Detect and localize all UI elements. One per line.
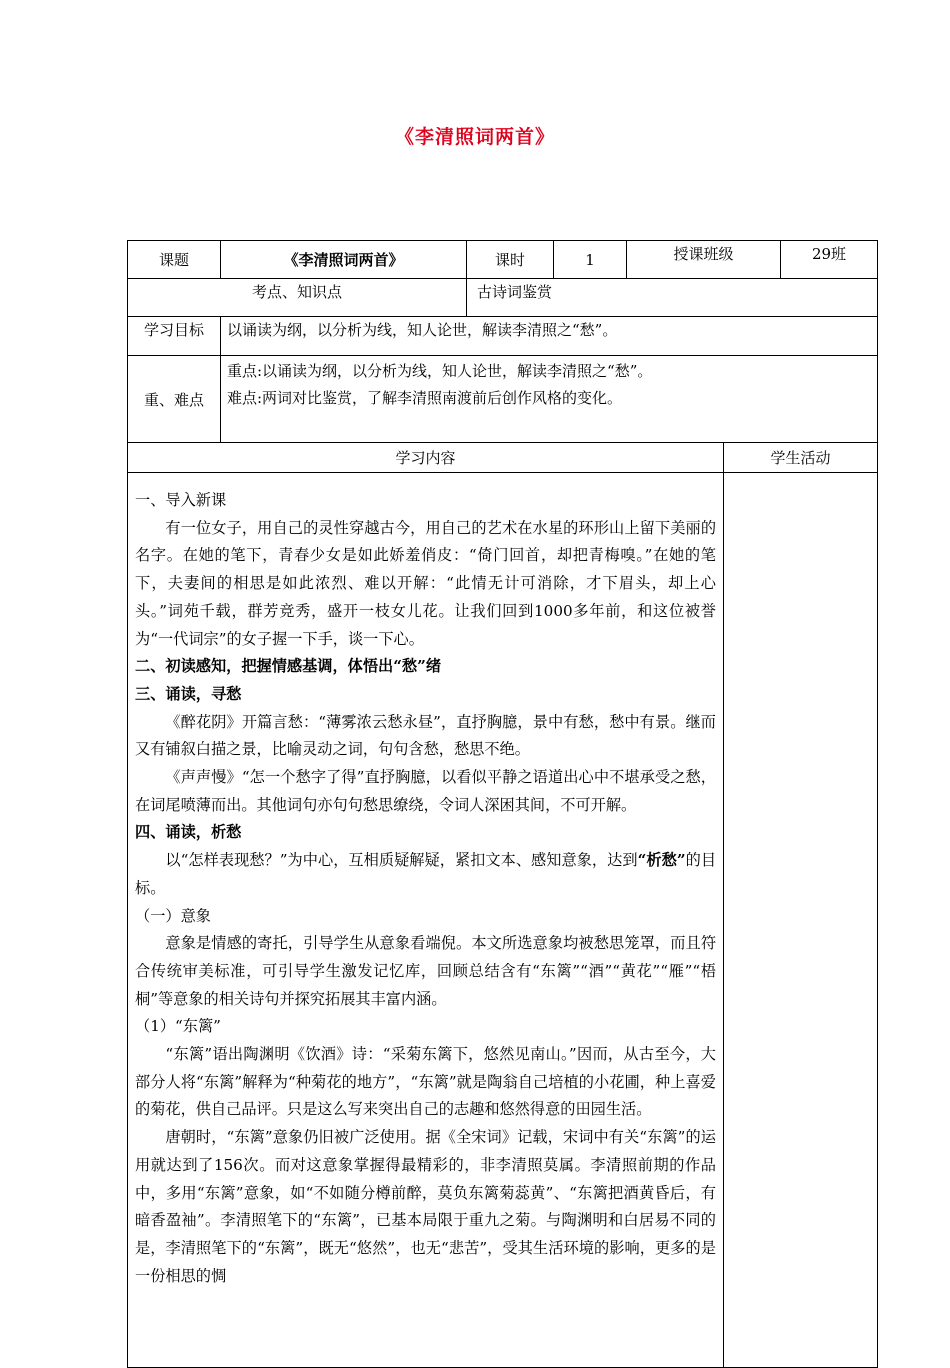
header-row-key-points <box>128 356 878 443</box>
paragraph <box>135 847 716 902</box>
subsection-heading: （1）“东篱” <box>135 1017 221 1036</box>
header-row-topic <box>128 241 878 279</box>
knowledge-value: 古诗词鉴赏 <box>467 279 878 317</box>
lesson-plan-table <box>127 240 878 1368</box>
knowledge-label: 考点、知识点 <box>128 279 467 317</box>
topic-value: 《李清照词两首》 <box>221 241 467 279</box>
key-point-line: 重点:以诵读为纲，以分析为线，知人论世，解读李清照之“愁”。 <box>227 362 653 380</box>
paragraph: 意象是情感的寄托，引导学生从意象看端倪。本文所选意象均被愁思笼罩，而且符合传统审美标准，可引导学生激发记忆库，回顾总结含有“东篱”“酒”“黄花”“雁”“梧桐”等意象的相关诗句并探究拓展其丰富内涵。 <box>135 934 716 1008</box>
paragraph: 有一位女子，用自己的灵性穿越古今，用自己的艺术在水星的环形山上留下美丽的名字。在她的笔下，青春少女是如此娇羞俏皮：“倚门回首，却把青梅嗅。”在她的笔下，夫妻间的相思是如此浓烈、难以开解：“此情无计可消除，才下眉头，却上心头。”词苑千载，群芳竞秀，盛开一枝女儿花。让我们回到1000多年前，和这位被誉为“一代词宗”的女子握一下手，谈一下心。 <box>135 518 716 648</box>
key-points-cell <box>221 356 878 443</box>
content-header-row <box>128 443 878 473</box>
paragraph: “东篱”语出陶渊明《饮酒》诗：“采菊东篱下，悠然见南山。”因而，从古至今，大部分人将“东篱”解释为“种菊花的地方”，“东篱”就是陶翁自己培植的小花圃，种上喜爱的菊花，供自己品评。只是这么写来突出自己的志趣和悠然得意的田园生活。 <box>135 1045 716 1119</box>
class-label: 授课班级 <box>627 241 781 279</box>
page-title: 《李清照词两首》 <box>394 126 555 148</box>
goal-label: 学习目标 <box>128 317 221 356</box>
paragraph: 《醉花阴》开篇言愁：“薄雾浓云愁永昼”，直抒胸臆，景中有愁，愁中有景。继而又有铺叙白描之景，比喻灵动之词，句句含愁，愁思不绝。 <box>135 712 716 759</box>
header-row-knowledge <box>128 279 878 317</box>
paragraph-text: 以“怎样表现愁？”为中心，互相质疑解疑，紧扣文本、感知意象，达到 <box>165 851 638 870</box>
student-activity-cell <box>724 473 878 1368</box>
learning-content <box>128 473 724 1368</box>
activity-label: 学生活动 <box>724 443 878 473</box>
section-heading: 二、初读感知，把握情感基调，体悟出“愁”绪 <box>135 657 442 676</box>
section-heading: 三、诵读，寻愁 <box>135 684 242 703</box>
paragraph: 《声声慢》“怎一个愁字了得”直抒胸臆，以看似平静之语道出心中不堪承受之愁，在词尾喷薄而出。其他词句亦句句愁思缭绕，令词人深困其间，不可开解。 <box>135 768 716 814</box>
key-label: 重、难点 <box>128 356 221 443</box>
section-heading: 一、导入新课 <box>135 491 227 509</box>
topic-label: 课题 <box>128 241 221 279</box>
period-label: 课时 <box>467 241 554 279</box>
paragraph-text: 的目标。 <box>135 851 717 897</box>
paragraph: 唐朝时，“东篱”意象仍旧被广泛使用。据《全宋词》记载，宋词中有关“东篱”的运用就达到了156次。而对这意象掌握得最精彩的，非李清照莫属。李清照前期的作品中，多用“东篱”意象，如“不如随分樽前醉，莫负东篱菊蕊黄”、“东篱把酒黄昏后，有暗香盈袖”。李清照笔下的“东篱”，已基本局限于重九之菊。与陶渊明和白居易不同的是，李清照笔下的“东篱”，既无“悠然”，也无“悲苦”，受其生活环境的影响，更多的是一份相思的惆 <box>135 1128 716 1285</box>
difficulty-line: 难点:两词对比鉴赏，了解李清照南渡前后创作风格的变化。 <box>227 389 623 407</box>
header-row-goal <box>128 317 878 356</box>
content-label: 学习内容 <box>128 443 724 473</box>
bold-text: “析愁” <box>637 851 686 870</box>
content-row <box>128 473 878 1368</box>
section-heading: 四、诵读，析愁 <box>135 823 242 842</box>
class-value: 29班 <box>781 241 878 279</box>
goal-value: 以诵读为纲，以分析为线，知人论世，解读李清照之“愁”。 <box>221 317 878 356</box>
period-value: 1 <box>554 241 627 279</box>
subsection-heading: （一）意象 <box>135 906 211 925</box>
